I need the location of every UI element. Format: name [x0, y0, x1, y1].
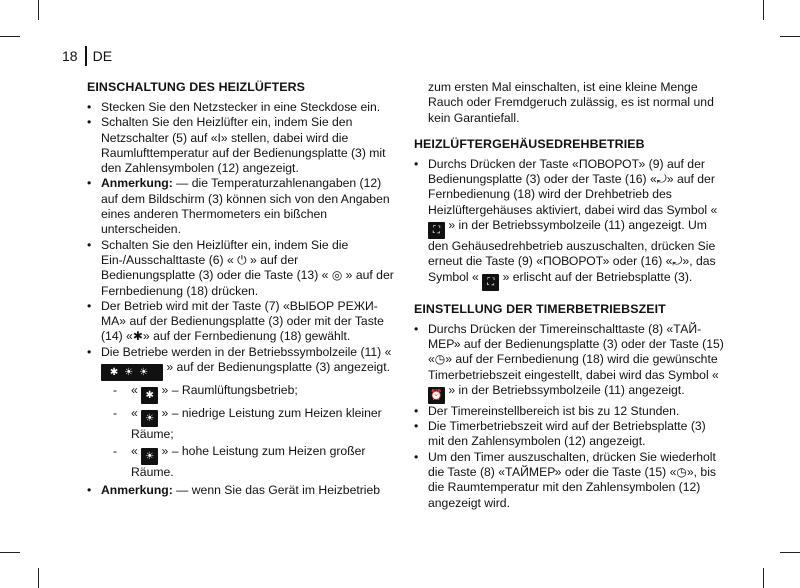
- crop-mark: [780, 36, 800, 37]
- page-header: [62, 46, 112, 66]
- page-number: 18: [62, 48, 78, 64]
- mode-symbol-row-icon: ✱☀☀: [101, 364, 163, 381]
- fan-icon: ✱: [141, 387, 158, 404]
- sun-icon: ☀: [141, 448, 158, 465]
- left-column: [87, 80, 395, 498]
- note-label: Anmerkung:: [101, 176, 173, 191]
- list-item: • Die Betriebe werden in der Betriebssymbolzeile (11) « ✱☀☀ » auf der Bedienungsplatte (3) angezeigt. - « ✱ » – Raumlüftungsbetrieb; - « ☀ » – niedrige Leistung zum Heizen kleiner Räume; - « ☀ » – hohe Leistung zum Heizen großer Räume.: [87, 345, 395, 481]
- section-heading-rotation: HEIZLÜFTERGEHÄUSEDREHBETRIEB: [414, 136, 645, 151]
- instruction-list: [87, 100, 395, 498]
- timer-list: [414, 322, 724, 511]
- header-divider: [85, 46, 87, 66]
- list-item: • Anmerkung: — wenn Sie das Gerät im Heizbetrieb: [87, 483, 395, 498]
- crop-mark: [38, 568, 39, 588]
- rotation-symbol-icon: ⛶: [482, 274, 499, 291]
- mode-icon: ◎: [331, 268, 343, 283]
- list-item: • Schalten Sie den Heizlüfter ein, indem Sie die Ein-/Ausschalttaste (6) « ⏻ » auf der Bedienungsplatte (3) oder die Taste (13) « ◎ » auf der Fernbedienung (18) drücken.: [87, 238, 395, 299]
- list-item: • Stecken Sie den Netzstecker in eine Steckdose ein.: [87, 100, 395, 115]
- continued-paragraph: zum ersten Mal einschalten, ist eine kleine Menge Rauch oder Fremdgeruch zulässig, es ist normal und kein Garantiefall.: [428, 80, 714, 125]
- rotate-icon: ⤾: [656, 172, 667, 187]
- right-column: [414, 80, 724, 511]
- list-item: • Um den Timer auszuschalten, drücken Sie wiederholt die Taste (8) «ТАЙМЕР» oder die Taste (15) «◷», bis die Raumtemperatur mit den Zahlensymbolen (12) angezeigt wird.: [414, 450, 724, 511]
- crop-mark: [763, 0, 764, 20]
- power-icon: ⏻: [237, 252, 247, 267]
- list-item: • Durchs Drücken der Timereinschalttaste (8) «ТАЙ-МЕР» auf der Bedienungsplatte (3) oder der Taste (15) «◷» auf der Fernbedienung (18) wird die gewünschte Timerbetriebszeit eingestellt, dabei wird das Symbol « ⏰ » in der Betriebssymbolzeile (11) angezeigt.: [414, 322, 724, 404]
- list-item: • Der Betrieb wird mit der Taste (7) «ВЫБОР РЕЖИ-МА» auf der Bedienungsplatte (3) oder mit der Taste (14) «✱» auf der Fernbedienung (18) gewählt.: [87, 299, 395, 345]
- rotation-symbol-icon: ⛶: [428, 222, 445, 239]
- list-item: - « ✱ » – Raumlüftungsbetrieb;: [101, 383, 395, 404]
- rotate-icon: ⤾: [672, 254, 683, 269]
- section-heading-switch-on: EINSCHALTUNG DES HEIZLÜFTERS: [87, 80, 306, 94]
- crop-mark: [0, 36, 20, 37]
- list-item: • Durchs Drücken der Taste «ПОВОРОТ» (9) auf der Bedienungsplatte (3) oder der Taste (16) «⤾» auf der Fernbedienung (18) wird der Drehbetrieb des Heizlüftergehäuses aktiviert, dabei wird das Symbol « ⛶ » in der Betriebssymbolzeile (11) angezeigt. Um den Gehäusedrehbetrieb auszuschalten, drücken Sie erneut die Taste (9) «ПОВОРОТ» oder (16) «⤾», das Symbol « ⛶ » erlischt auf der Betriebsplatte (3).: [414, 157, 724, 291]
- list-item: - « ☀ » – hohe Leistung zum Heizen großer Räume.: [101, 444, 395, 480]
- language-label: DE: [92, 48, 113, 64]
- rotation-list: [414, 157, 724, 291]
- list-item: • Anmerkung: — die Temperaturzahlenangaben (12) auf dem Bildschirm (3) können sich von den Angaben eines anderen Thermometers ein bißchen unterscheiden.: [87, 176, 395, 237]
- mode-list: [101, 383, 395, 481]
- list-item: • Die Timerbetriebszeit wird auf der Betriebsplatte (3) mit den Zahlensymbolen (12) angezeigt.: [414, 419, 724, 450]
- sun-icon: ☀: [141, 410, 158, 427]
- crop-mark: [38, 0, 39, 20]
- list-item: • Schalten Sie den Heizlüfter ein, indem Sie den Netzschalter (5) auf «I» stellen, dabei wird die Raumlufttemperatur auf der Bedienungsplatte (3) mit den Zahlensymbolen (12) angezeigt.: [87, 115, 395, 176]
- note-label: Anmerkung:: [101, 482, 173, 497]
- fan-mode-icon: ✱: [132, 329, 143, 344]
- timer-icon: ◷: [434, 352, 446, 367]
- timer-symbol-icon: ⏰: [428, 387, 445, 404]
- section-heading-timer: EINSTELLUNG DER TIMERBETRIEBSZEIT: [414, 301, 666, 316]
- list-item: • Der Timereinstellbereich ist bis zu 12 Stunden.: [414, 404, 724, 419]
- crop-mark: [763, 568, 764, 588]
- crop-mark: [780, 552, 800, 553]
- list-item: - « ☀ » – niedrige Leistung zum Heizen kleiner Räume;: [101, 406, 395, 442]
- timer-icon: ◷: [676, 465, 687, 480]
- crop-mark: [0, 552, 20, 553]
